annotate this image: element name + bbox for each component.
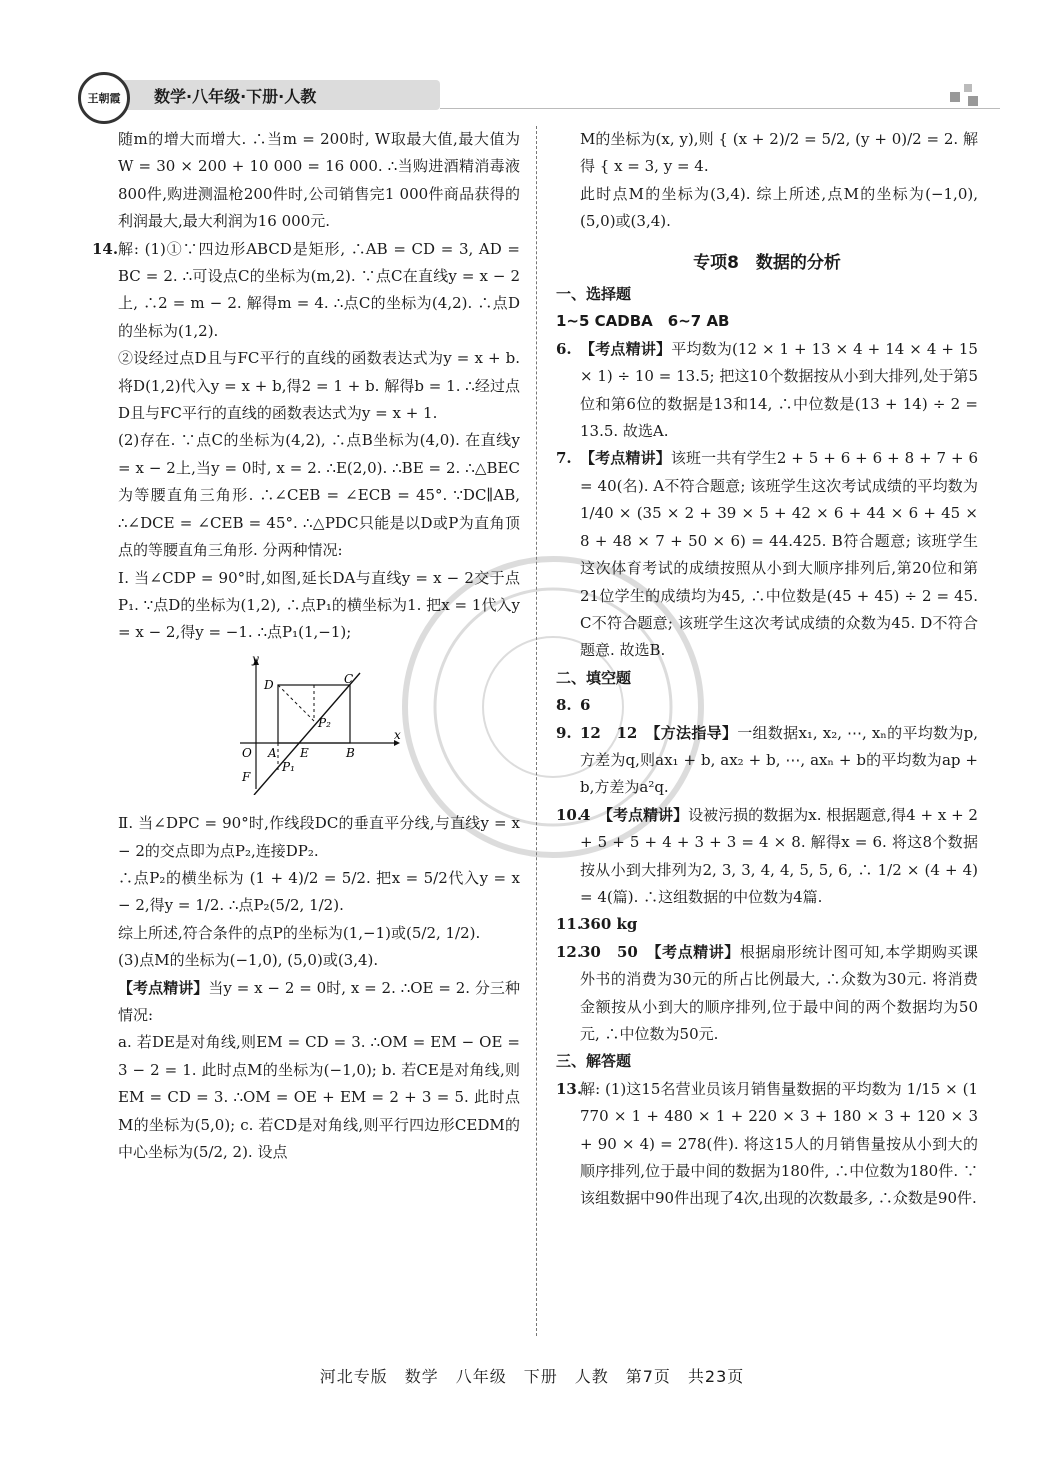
- column-divider: [536, 126, 537, 1336]
- left-column: [94, 126, 520, 1166]
- label-f: F: [242, 769, 251, 784]
- answer-13-text: 解: (1)这15名营业员该月销售量数据的平均数为 1/15 × (1 770 × 1 + 480 × 1 + 220 × 3 + 180 × 3 + 120 × 3 + 90 × 4) = 278(件). 将这15人的月销售量按从小到大的顺序排列,位于最中间的数据为180件, ∴中位数为180件. ∵该组数据中90件出现了4次,出现的次数最多, ∴众数是90件.: [580, 1079, 978, 1208]
- corner-square-2: [964, 84, 972, 92]
- answer-14-case2: Ⅱ. 当∠DPC = 90°时,作线段DC的垂直平分线,与直线y = x − 2的交点即为点P₂,连接DP₂.: [118, 814, 520, 860]
- page-header: [78, 72, 978, 116]
- analysis-tag: 30 50 【考点精讲】: [580, 942, 740, 961]
- answer-14-summary: 综上所述,符合条件的点P的坐标为(1,−1)或(5/2, 1/2).: [118, 923, 481, 942]
- answer-14-analysis: [94, 975, 520, 1030]
- analysis-text: 当y = x − 2 = 0时, x = 2. ∴OE = 2. 分三种情况:: [118, 978, 520, 1024]
- label-p1: P₁: [282, 759, 295, 774]
- label-y: y: [252, 654, 259, 666]
- answer-10-text: 设被污损的数据为x. 根据题意,得4 + x + 2 + 5 + 5 + 4 + 3 + 3 = 4 × 8. 解得x = 6. 将这8个数据按从小到大排列为2, 3, 3, 4, 4, 5, 5, 6, ∴ 1/2 × (4 + 4) = 4(篇). ∴这组数据的中位数为4篇.: [580, 805, 978, 906]
- subsection-fill: 二、填空题: [556, 668, 632, 687]
- answer-9-text: 一组数据x₁, x₂, ⋯, xₙ的平均数为p,方差为q,则ax₁ + b, ax₂ + b, ⋯, axₙ + b的平均数为ap + b,方差为a²q.: [580, 723, 979, 797]
- analysis-tag: 【考点精讲】: [580, 449, 671, 468]
- header-title: 数学·八年级·下册·人教: [118, 80, 440, 110]
- answer-12: [556, 939, 978, 1049]
- answer-6-text: 平均数为(12 × 1 + 13 × 4 + 14 × 4 + 15 × 1) ÷ 10 = 13.5; 把这10个数据按从小到大排列,处于第5位和第6位的数据是13和14, ∴中位数是(13 + 14) ÷ 2 = 13.5. 故选A.: [580, 339, 978, 441]
- answer-6: [556, 336, 978, 446]
- answer-14-part3: (2)存在. ∵点C的坐标为(4,2), ∴点B坐标为(4,0). 在直线y = x − 2上,当y = 0时, x = 2. ∴E(2,0). ∴BE = 2. ∴△BEC为等腰直角三角形. ∴∠CEB = ∠ECB = 45°. ∵DC∥AB, ∴∠DCE = ∠CEB = 45°. ∴△PDC只能是以D或P为直角顶点的等腰直角三角形. 分两种情况:: [118, 431, 520, 560]
- label-b: B: [346, 745, 355, 760]
- answer-14-cases: a. 若DE是对角线,则EM = CD = 3. ∴OM = EM − OE = 3 − 2 = 1. 此时点M的坐标为(−1,0); b. 若CE是对角线,则EM = CD = 3. ∴OM = OE + EM = 2 + 3 = 5. 此时点M的坐标为(5,0); c. 若CD是对角线,则平行四边形CEDM的中心坐标为(5/2, 2). 设点: [118, 1033, 520, 1161]
- segment-dp2: [278, 685, 314, 721]
- answer-14-p2-coord: ∴点P₂的横坐标为 (1 + 4)/2 = 5/2. 把x = 5/2代入y = x − 2,得y = 1/2. ∴点P₂(5/2, 1/2).: [118, 868, 520, 915]
- label-c: C: [344, 671, 354, 686]
- logo-text: 王朝霞: [87, 92, 121, 105]
- corner-square-3: [968, 96, 978, 106]
- right-column: [556, 126, 978, 1213]
- question-number: 6.: [556, 339, 572, 358]
- label-x: x: [394, 727, 401, 742]
- question-number: 12.: [556, 942, 583, 961]
- answer-9: [556, 720, 978, 802]
- corner-square-1: [950, 92, 960, 102]
- answer-7-text: 该班一共有学生2 + 5 + 6 + 6 + 8 + 7 + 6 = 40(名). A不符合题意; 该班学生这次考试成绩的平均数为 1/40 × (35 × 2 + 39 × 5 + 42 × 6 + 44 × 6 + 45 × 8 + 48 × 7 + 50 × 6) = 44.425. B符合题意; 该班学生这次体育考试的成绩按照从小到大顺序排列后,第20位和第21位学生的成绩均为45, ∴中位数是(45 + 45) ÷ 2 = 45. C不符合题意; 该班学生这次考试成绩的众数为45. D不符合题意. 故选B.: [580, 449, 978, 660]
- label-d: D: [264, 677, 274, 692]
- label-e: E: [300, 745, 309, 760]
- coordinate-graph: [234, 655, 404, 795]
- analysis-tag: 【考点精讲】: [118, 978, 209, 997]
- question-number: 13.: [556, 1079, 583, 1098]
- answer-7: [556, 445, 978, 664]
- answer-8: [556, 692, 978, 719]
- answer-12-text: 根据扇形统计图可知,本学期购买课外书的消费为30元的所占比例最大, ∴众数为30元. 将消费金额按从小到大的顺序排列,位于最中间的两个数据均为50元, ∴中位数为50元.: [580, 942, 978, 1043]
- answer-14-part2: ②设经过点D且与FC平行的直线的函数表达式为y = x + b. 将D(1,2)代入y = x + b,得2 = 1 + b. 解得b = 1. ∴经过点D且与FC平行的直线的函数表达式为y = x + 1.: [118, 349, 520, 423]
- answer-14-case1: Ⅰ. 当∠CDP = 90°时,如图,延长DA与直线y = x − 2交于点P₁. ∵点D的坐标为(1,2), ∴点P₁的横坐标为1. 把x = 1代入y = x − 2,得y = −1. ∴点P₁(1,−1);: [118, 568, 520, 642]
- answer-14-final: 此时点M的坐标为(3,4). 综上所述,点M的坐标为(−1,0), (5,0)或(3,4).: [580, 184, 978, 231]
- analysis-tag: 12 12 【方法指导】: [580, 723, 738, 742]
- answer-14-continued: M的坐标为(x, y),则 { (x + 2)/2 = 5/2, (y + 0)/2 = 2. 解得 { x = 3, y = 4.: [580, 130, 978, 176]
- page-footer: 河北专版 数学 八年级 下册 人教 第7页 共23页: [319, 1367, 745, 1386]
- subsection-choice: 一、选择题: [556, 285, 632, 304]
- publisher-logo: [78, 72, 130, 124]
- analysis-tag: 4 【考点精讲】: [580, 805, 689, 824]
- answer-14-part1: [94, 236, 520, 346]
- answer-8-text: 6: [580, 696, 591, 715]
- question-number: 7.: [556, 449, 572, 468]
- label-a: A: [268, 745, 277, 760]
- question-number: 14.: [92, 239, 119, 258]
- question-number: 9.: [556, 723, 572, 742]
- question-number: 11.: [556, 915, 583, 934]
- answer-14-part3-result: (3)点M的坐标为(−1,0), (5,0)或(3,4).: [118, 951, 379, 970]
- subsection-solve: 三、解答题: [556, 1052, 632, 1071]
- label-p2: P₂: [318, 715, 331, 730]
- header-rule: [440, 108, 1000, 109]
- answer-13: [556, 1076, 978, 1213]
- analysis-tag: 【考点精讲】: [580, 339, 672, 358]
- answer-11: [556, 911, 978, 938]
- answer-14-text: 解: (1)①∵四边形ABCD是矩形, ∴AB = CD = 3, AD = BC = 2. ∴可设点C的坐标为(m,2). ∵点C在直线y = x − 2上, ∴2 = m − 2. 解得m = 4. ∴点C的坐标为(4,2). ∴点D的坐标为(1,2).: [118, 239, 520, 340]
- label-o: O: [242, 745, 252, 760]
- answer-13-end: 随m的增大而增大. ∴当m = 200时, W取最大值,最大值为W = 30 × 200 + 10 000 = 16 000. ∴当购进酒精消毒液800件,购进测温枪200件时,公司销售完1 000件商品获得的利润最大,最大利润为16 000元.: [118, 130, 520, 231]
- answer-11-text: 360 kg: [580, 915, 638, 934]
- question-number: 8.: [556, 696, 572, 715]
- answer-10: [556, 802, 978, 912]
- section-title: 专项8 数据的分析: [693, 252, 841, 273]
- choice-answers: 1~5 CADBA 6~7 AB: [556, 312, 730, 331]
- question-number: 10.: [556, 805, 583, 824]
